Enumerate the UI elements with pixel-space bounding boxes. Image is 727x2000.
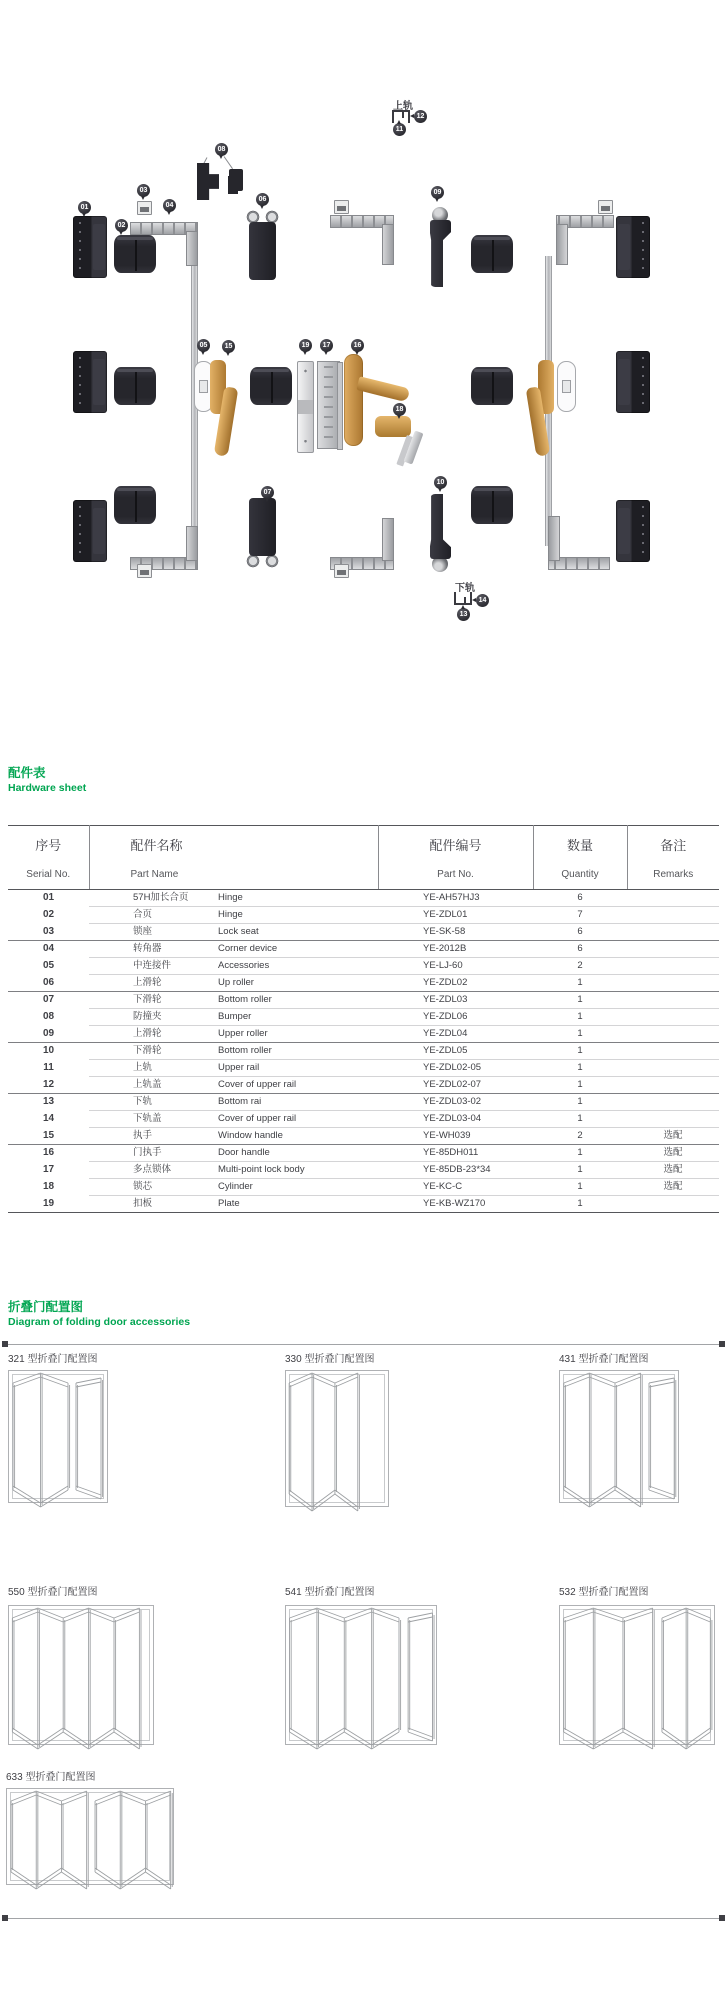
part-corner-rail	[548, 516, 610, 570]
cell-pn: YE-2012B	[378, 941, 533, 958]
cell-qty: 1	[533, 1145, 627, 1162]
cell-name: 防撞夹 Bumper	[89, 1009, 378, 1026]
cell-qty: 1	[533, 1077, 627, 1094]
cell-rm	[627, 1060, 719, 1077]
part-lockseat	[137, 564, 152, 578]
part-hinge-block	[471, 235, 513, 273]
column-header: 序号 Serial No.	[8, 826, 89, 890]
door-diagram-label: 532 型折叠门配置图	[559, 1587, 649, 1598]
cell-qty: 1	[533, 1060, 627, 1077]
door-diagram-550	[8, 1605, 154, 1753]
cell-qty: 1	[533, 1094, 627, 1111]
callout-16: 16	[351, 339, 364, 352]
cell-name: 锁芯 Cylinder	[89, 1179, 378, 1196]
cell-no: 02	[42, 909, 55, 921]
part-hinge-block	[250, 367, 292, 405]
cell-pn: YE-85DB-23*34	[378, 1162, 533, 1179]
cell-name: 中连接件 Accessories	[89, 958, 378, 975]
callout-05: 05	[197, 339, 210, 352]
part-roller-pair	[244, 208, 281, 280]
callout-17: 17	[320, 339, 333, 352]
cell-no: 10	[42, 1045, 55, 1057]
hardware-sheet-title-en: Hardware sheet	[8, 782, 87, 795]
cell-no: 16	[42, 1147, 55, 1159]
cell-rm	[627, 1043, 719, 1060]
door-diagram-431	[559, 1370, 679, 1511]
cell-rm	[627, 1077, 719, 1094]
callout-02: 02	[115, 219, 128, 232]
part-roller-pair	[244, 498, 281, 570]
cell-name: 下滑轮 Bottom roller	[89, 1043, 378, 1060]
cell-no: 03	[8, 924, 89, 941]
part-lockseat	[334, 564, 349, 578]
table-row	[8, 1162, 719, 1179]
part-hinge-tall	[616, 351, 650, 413]
cell-rm	[627, 924, 719, 941]
cell-qty: 6	[533, 941, 627, 958]
part-lockseat	[137, 201, 152, 215]
cell-name: 上轨 Upper rail	[89, 1060, 378, 1077]
upper-rail-label: 上轨	[393, 101, 413, 112]
table-row	[8, 1145, 719, 1162]
cell-name: 锁座 Lock seat	[89, 924, 378, 941]
cell-qty: 2	[533, 958, 627, 975]
cell-pn: YE-ZDL02-07	[378, 1077, 533, 1094]
cell-name: 下轨 Bottom rai	[89, 1094, 378, 1111]
cell-qty: 1	[533, 1162, 627, 1179]
callout-06: 06	[256, 193, 269, 206]
table-row	[8, 1111, 719, 1128]
part-corner-rail	[556, 215, 614, 265]
door-diagram-label: 330 型折叠门配置图	[285, 1354, 375, 1365]
cell-pn: YE-ZDL05	[378, 1043, 533, 1060]
cell-rm: 选配	[627, 1162, 719, 1179]
cell-qty: 1	[533, 1179, 627, 1196]
folding-section-title-en: Diagram of folding door accessories	[8, 1316, 191, 1329]
cell-pn: YE-ZDL02	[378, 975, 533, 992]
part-window-handle	[517, 360, 555, 456]
cell-rm	[627, 941, 719, 958]
callout-15: 15	[222, 340, 235, 353]
cell-pn: YE-ZDL01	[378, 907, 533, 924]
cell-name: 扣板 Plate	[133, 1198, 240, 1210]
lower-rail-label: 下轨	[455, 583, 475, 594]
column-header: 配件名称 Part Name	[89, 826, 378, 890]
cell-qty: 1	[533, 1009, 627, 1026]
cell-name: 门执手 Door handle	[89, 1145, 378, 1162]
part-hinge-tall	[73, 500, 107, 562]
cell-no: 04	[42, 943, 55, 955]
part-hinge-block	[471, 486, 513, 524]
cell-no: 14	[42, 1113, 55, 1125]
callout-01: 01	[78, 201, 91, 214]
cell-name: 多点锁体 Multi-point lock body	[89, 1162, 378, 1179]
door-diagram-label: 550 型折叠门配置图	[8, 1587, 98, 1598]
part-window-handle	[209, 360, 247, 456]
part-lockseat	[598, 200, 613, 214]
cell-qty: 1	[533, 975, 627, 992]
cell-qty: 1	[577, 1198, 583, 1210]
callout-12: 12	[414, 110, 427, 123]
callout-14: 14	[476, 594, 489, 607]
cell-pn: YE-KB-WZ170	[423, 1198, 486, 1210]
table-row	[8, 992, 719, 1009]
table-row	[8, 1009, 719, 1026]
part-oval	[557, 361, 576, 412]
divider-line-top	[4, 1344, 723, 1345]
cell-rm: 选配	[627, 1128, 719, 1145]
hardware-sheet-section	[8, 766, 719, 1213]
hardware-table-header	[8, 826, 719, 890]
hardware-diagram	[0, 0, 727, 680]
cell-name: 下轨盖 Cover of upper rail	[89, 1111, 378, 1128]
table-row	[8, 1094, 719, 1111]
cell-no: 18	[42, 1181, 55, 1193]
divider-line-bottom	[4, 1918, 723, 1919]
cell-no: 06	[8, 975, 89, 992]
cell-qty: 6	[533, 890, 627, 907]
cell-rm	[627, 1094, 719, 1111]
table-row	[8, 1179, 719, 1196]
cell-rm	[627, 1026, 719, 1043]
cell-no: 01	[42, 892, 55, 904]
table-row	[8, 1196, 719, 1213]
cell-rm	[627, 907, 719, 924]
cell-no: 09	[8, 1026, 89, 1043]
part-lockseat	[334, 200, 349, 214]
cell-qty: 1	[533, 1026, 627, 1043]
table-row	[8, 907, 719, 924]
callout-08: 08	[215, 143, 228, 156]
table-row	[8, 975, 719, 992]
table-row	[8, 941, 719, 958]
cell-pn: YE-ZDL03	[378, 992, 533, 1009]
cell-rm	[627, 1196, 719, 1213]
table-row	[8, 958, 719, 975]
cell-pn: YE-ZDL02-05	[378, 1060, 533, 1077]
part-corner-rail	[330, 518, 394, 570]
hardware-sheet-title-cn: 配件表	[8, 766, 46, 780]
cell-rm	[627, 890, 719, 907]
cell-name: 上滑轮 Upper roller	[89, 1026, 378, 1043]
door-diagram-label: 321 型折叠门配置图	[8, 1354, 98, 1365]
callout-03: 03	[137, 184, 150, 197]
cell-rm	[627, 1009, 719, 1026]
cell-name: 下滑轮 Bottom roller	[89, 992, 378, 1009]
cell-qty: 1	[533, 1043, 627, 1060]
cell-no: 08	[42, 1011, 55, 1023]
callout-19: 19	[299, 339, 312, 352]
hardware-table	[8, 825, 719, 1213]
cell-rm	[627, 1111, 719, 1128]
cell-no: 12	[8, 1077, 89, 1094]
cell-rm	[627, 958, 719, 975]
part-hinge-tall	[73, 351, 107, 413]
part-hinge-tall	[616, 216, 650, 278]
cell-pn: YE-AH57HJ3	[378, 890, 533, 907]
cell-qty: 6	[533, 924, 627, 941]
cell-name: 上滑轮 Up roller	[89, 975, 378, 992]
part-roller-vert	[423, 207, 461, 287]
cell-qty: 1	[533, 1111, 627, 1128]
part-corner-rail	[330, 215, 394, 265]
door-diagram-330	[285, 1370, 389, 1515]
column-header: 数量 Quantity	[533, 826, 627, 890]
callout-07: 07	[261, 486, 274, 499]
cell-rm: 选配	[627, 1179, 719, 1196]
part-hinge-tall	[73, 216, 107, 278]
hardware-table-body	[8, 890, 719, 1213]
door-diagram-label: 633 型折叠门配置图	[6, 1772, 96, 1783]
folding-section-title-cn: 折叠门配置图	[8, 1300, 84, 1314]
callout-11: 11	[393, 123, 406, 136]
cell-pn: YE-ZDL03-02	[378, 1094, 533, 1111]
cell-no: 05	[42, 960, 55, 972]
door-diagram-321	[8, 1370, 108, 1511]
cell-qty: 7	[533, 907, 627, 924]
callout-13: 13	[457, 608, 470, 621]
table-row	[8, 1060, 719, 1077]
table-row	[8, 1077, 719, 1094]
cell-pn: YE-ZDL06	[378, 1009, 533, 1026]
cell-pn: YE-SK-58	[378, 924, 533, 941]
callout-10: 10	[434, 476, 447, 489]
part-hinge-block	[114, 367, 156, 405]
table-row	[8, 1043, 719, 1060]
cell-name: 上轨盖 Cover of upper rail	[89, 1077, 378, 1094]
table-row	[8, 890, 719, 907]
cell-name: 57H加长合页 Hinge	[89, 890, 378, 907]
part-hinge-tall	[616, 500, 650, 562]
table-row	[8, 1128, 719, 1145]
callout-09: 09	[431, 186, 444, 199]
part-lockbody	[317, 361, 340, 449]
callout-04: 04	[163, 199, 176, 212]
door-diagram-633	[6, 1788, 174, 1893]
cell-pn: YE-ZDL04	[378, 1026, 533, 1043]
cell-no: 11	[43, 1062, 54, 1074]
part-roller-vert	[423, 494, 461, 572]
cell-pn: YE-KC-C	[378, 1179, 533, 1196]
cell-qty: 1	[533, 992, 627, 1009]
cell-pn: YE-85DH011	[378, 1145, 533, 1162]
column-header: 配件编号 Part No.	[378, 826, 533, 890]
cell-name: 合页 Hinge	[89, 907, 378, 924]
cell-qty: 2	[533, 1128, 627, 1145]
door-diagram-532	[559, 1605, 715, 1753]
cell-rm	[627, 992, 719, 1009]
cell-no: 13	[42, 1096, 55, 1108]
part-hinge-block	[114, 486, 156, 524]
cell-name: 转角器 Corner device	[89, 941, 378, 958]
door-diagram-541	[285, 1605, 437, 1753]
callout-18: 18	[393, 403, 406, 416]
table-row	[8, 1026, 719, 1043]
door-diagram-label: 431 型折叠门配置图	[559, 1354, 649, 1365]
part-plate	[297, 361, 314, 453]
cell-no: 07	[42, 994, 55, 1006]
cell-pn: YE-ZDL03-04	[378, 1111, 533, 1128]
part-hinge-block	[471, 367, 513, 405]
table-row	[8, 924, 719, 941]
part-bumper	[197, 163, 245, 200]
cell-pn: YE-WH039	[378, 1128, 533, 1145]
column-header: 备注 Remarks	[627, 826, 719, 890]
cell-pn: YE-LJ-60	[378, 958, 533, 975]
folding-door-section	[0, 1300, 727, 2000]
cell-name: 执手 Window handle	[89, 1128, 378, 1145]
part-corner-rail	[130, 222, 198, 266]
cell-no: 17	[42, 1164, 55, 1176]
cell-rm	[627, 975, 719, 992]
door-diagram-label: 541 型折叠门配置图	[285, 1587, 375, 1598]
cell-no: 15	[8, 1128, 89, 1145]
cell-rm: 选配	[627, 1145, 719, 1162]
cell-no: 19	[42, 1198, 55, 1210]
